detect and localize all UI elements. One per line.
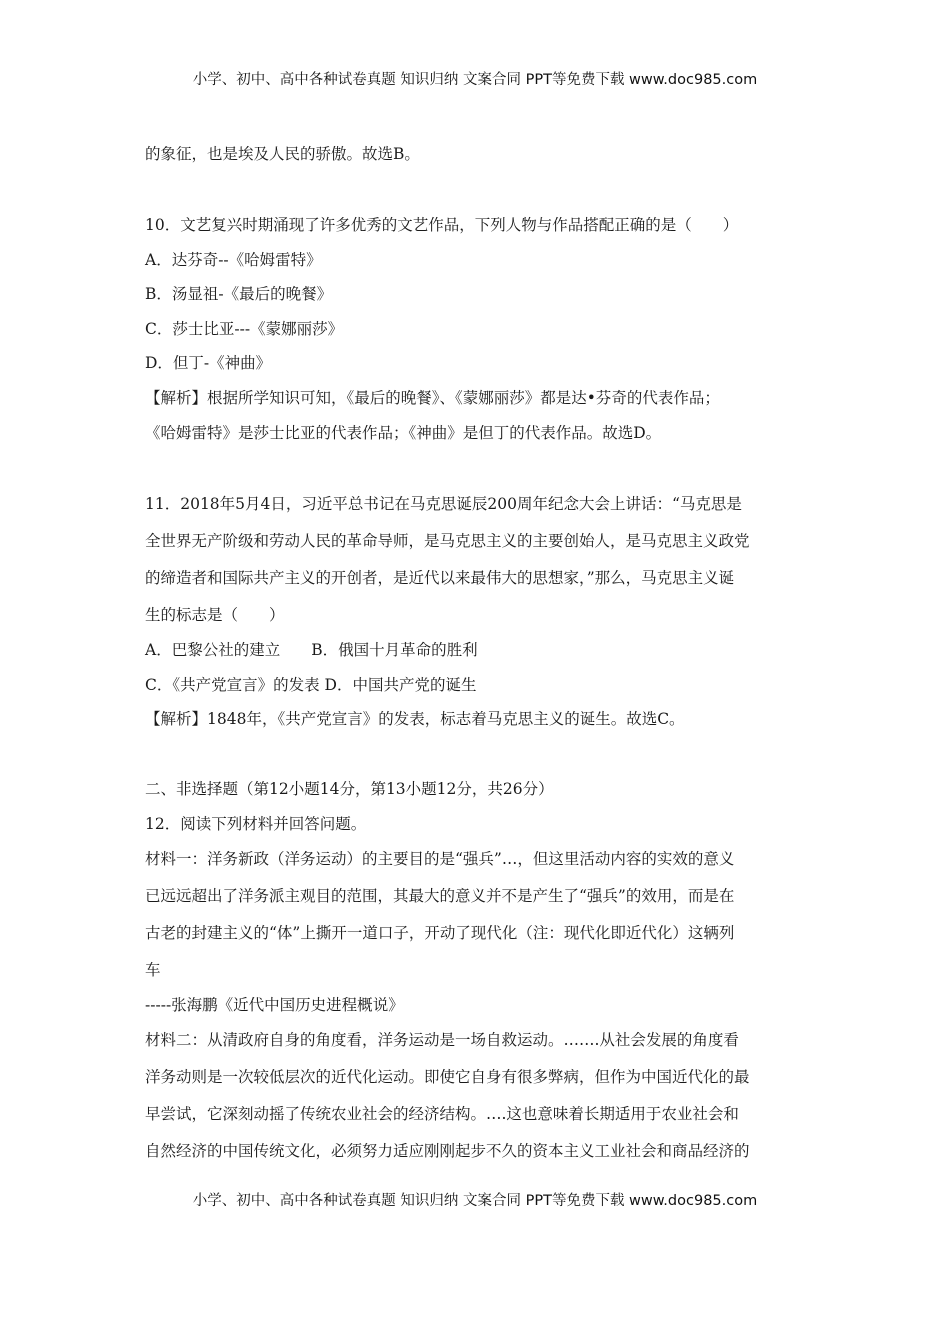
page-footer: 小学、初中、高中各种试卷真题 知识归纳 文案合同 PPT等免费下载 www.doc985.com: [192, 1193, 758, 1209]
material-2: 早尝试，它深刻动摇了传统农业社会的经济结构。….这也意味着长期适用于农业社会和: [145, 1105, 739, 1123]
analysis-10: 《哈姆雷特》是莎士比亚的代表作品；《神曲》是但丁的代表作品。故选D。: [145, 424, 662, 442]
question-11: 11．2018年5月4日，习近平总书记在马克思诞辰200周年纪念大会上讲话：“马克思是: [145, 495, 742, 513]
options-a-b: A．巴黎公社的建立 B．俄国十月革命的胜利: [145, 641, 478, 659]
material-1: 已远远超出了洋务派主观目的范围，其最大的意义并不是产生了“强兵”的效用，而是在: [145, 887, 735, 905]
question-11: 全世界无产阶级和劳动人民的革命导师，是马克思主义的主要创始人，是马克思主义政党: [145, 532, 750, 550]
material-1: 材料一：洋务新政（洋务运动）的主要目的是“强兵”…，但这里活动内容的实效的意义: [145, 850, 735, 868]
question-12: 12．阅读下列材料并回答问题。: [145, 815, 367, 833]
material-1-source: -----张海鹏《近代中国历史进程概说》: [145, 996, 404, 1014]
material-2: 洋务动则是一次较低层次的近代化运动。即使它自身有很多弊病，但作为中国近代化的最: [145, 1068, 750, 1086]
material-1: 车: [145, 961, 161, 979]
options-c-d: C．《共产党宣言》的发表 D．中国共产党的诞生: [145, 676, 477, 694]
page-header: 小学、初中、高中各种试卷真题 知识归纳 文案合同 PPT等免费下载 www.doc985.com: [192, 72, 758, 88]
material-1: 古老的封建主义的“体”上撕开一道口子，开动了现代化（注：现代化即近代化）这辆列: [145, 924, 735, 942]
option-b: B．汤显祖-《最后的晚餐》: [145, 285, 333, 303]
option-d: D．但丁-《神曲》: [145, 354, 272, 372]
question-11: 生的标志是（ ）: [145, 606, 285, 624]
option-a: A．达芬奇--《哈姆雷特》: [145, 251, 322, 269]
option-c: C．莎士比亚---《蒙娜丽莎》: [145, 320, 344, 338]
question-11: 的缔造者和国际共产主义的开创者，是近代以来最伟大的思想家，”那么，马克思主义诞: [145, 569, 735, 587]
material-2: 材料二：从清政府自身的角度看，洋务运动是一场自救运动。…….从社会发展的角度看: [145, 1031, 739, 1049]
analysis-10: 【解析】根据所学知识可知，《最后的晚餐》、《蒙娜丽莎》都是达•芬奇的代表作品；: [145, 389, 720, 407]
analysis-11: 【解析】1848年，《共产党宣言》的发表，标志着马克思主义的诞生。故选C。: [145, 710, 685, 728]
question-10: 10．文艺复兴时期涌现了许多优秀的文艺作品，下列人物与作品搭配正确的是（ ）: [145, 216, 739, 234]
text-line: 的象征，也是埃及人民的骄傲。故选B。: [145, 145, 420, 163]
section-heading: 二、非选择题（第12小题14分，第13小题12分，共26分）: [145, 780, 554, 798]
material-2: 自然经济的中国传统文化，必须努力适应刚刚起步不久的资本主义工业社会和商品经济的: [145, 1142, 750, 1160]
